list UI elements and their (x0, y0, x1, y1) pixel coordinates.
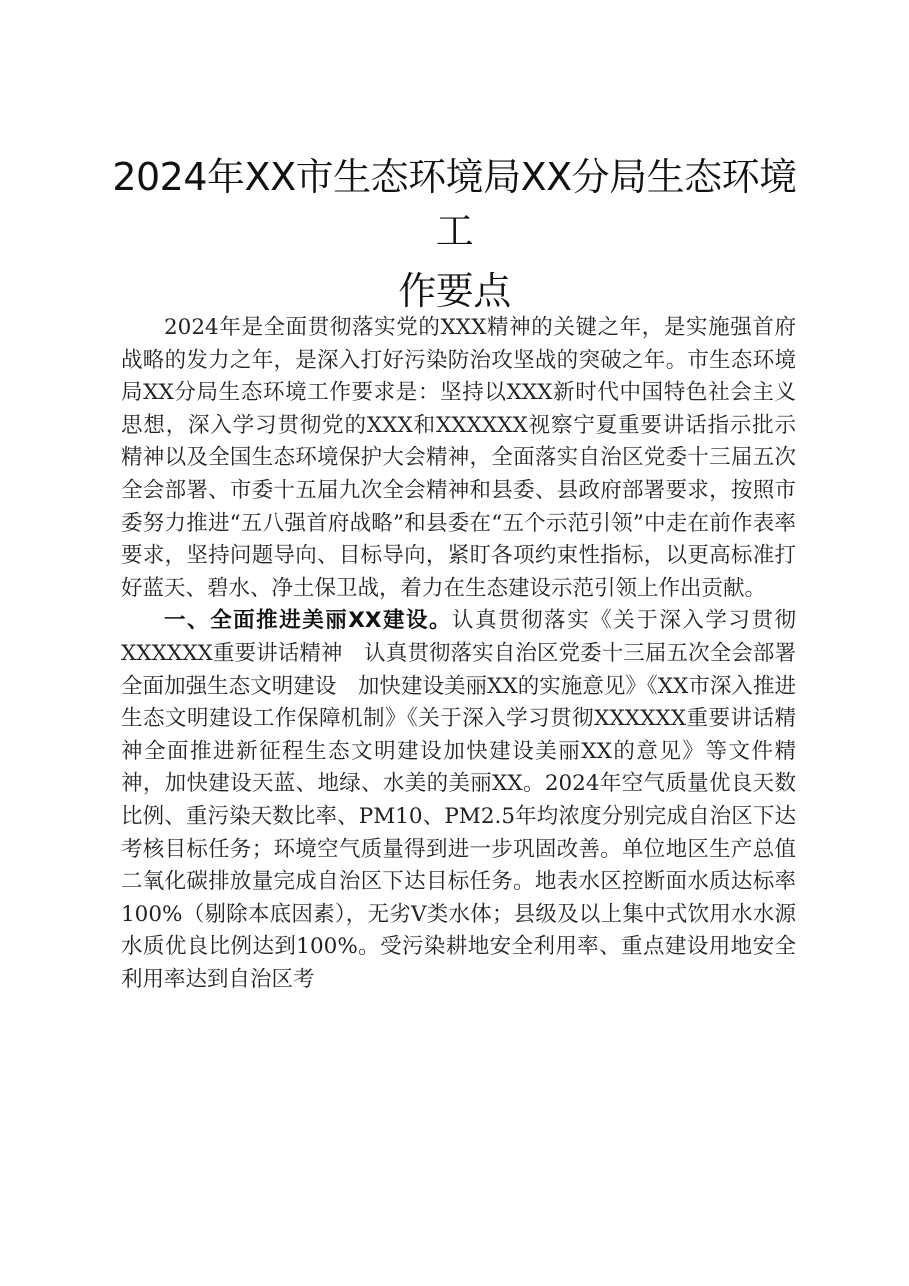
section-1-heading: 一、全面推进美丽XX建设。 (164, 608, 453, 634)
section-1-paragraph (121, 605, 818, 996)
document-title-line-1: 2024年XX市生态环境局XX分局生态环境工 (112, 155, 797, 253)
document-title (100, 150, 809, 318)
document-title-line-2: 作要点 (398, 269, 511, 313)
section-1-body: 认真贯彻落实《关于深入学习贯彻XXXXXX重要讲话精神 认真贯彻落实自治区党委十三届五次全会部署 全面加强生态文明建设 加快建设美丽XX的实施意见》《XX市深入推进生态文明建设工作保障机制》《关于深入学习贯彻XXXXXX重要讲话精神全面推进新征程生态文明建设加快建设美丽XX的意见》等文件精神，加快建设天蓝、地绿、水美的美丽XX。2024年空气质量优良天数比例、重污染天数比率、PM10、PM2.5年均浓度分别完成自治区下达考核目标任务；环境空气质量得到进一步巩固改善。单位地区生产总值二氧化碳排放量完成自治区下达目标任务。地表水区控断面水质达标率100%（剔除本底因素），无劣V类水体；县级及以上集中式饮用水水源水质优良比例达到100%。受污染耕地安全利用率、重点建设用地安全利用率达到自治区考 (121, 608, 818, 992)
document-body (121, 312, 818, 996)
intro-paragraph: 2024年是全面贯彻落实党的XXX精神的关键之年，是实施强首府战略的发力之年，是深入打好污染防治攻坚战的突破之年。市生态环境局XX分局生态环境工作要求是：坚持以XXX新时代中国特色社会主义思想，深入学习贯彻党的XXX和XXXXXX视察宁夏重要讲话指示批示精神以及全国生态环境保护大会精神，全面落实自治区党委十三届五次全会部署、市委十五届九次全会精神和县委、县政府部署要求，按照市委努力推进“五八强首府战略”和县委在“五个示范引领”中走在前作表率要求，坚持问题导向、目标导向，紧盯各项约束性指标，以更高标准打好蓝天、碧水、净土保卫战，着力在生态建设示范引领上作出贡献。 (121, 315, 796, 601)
